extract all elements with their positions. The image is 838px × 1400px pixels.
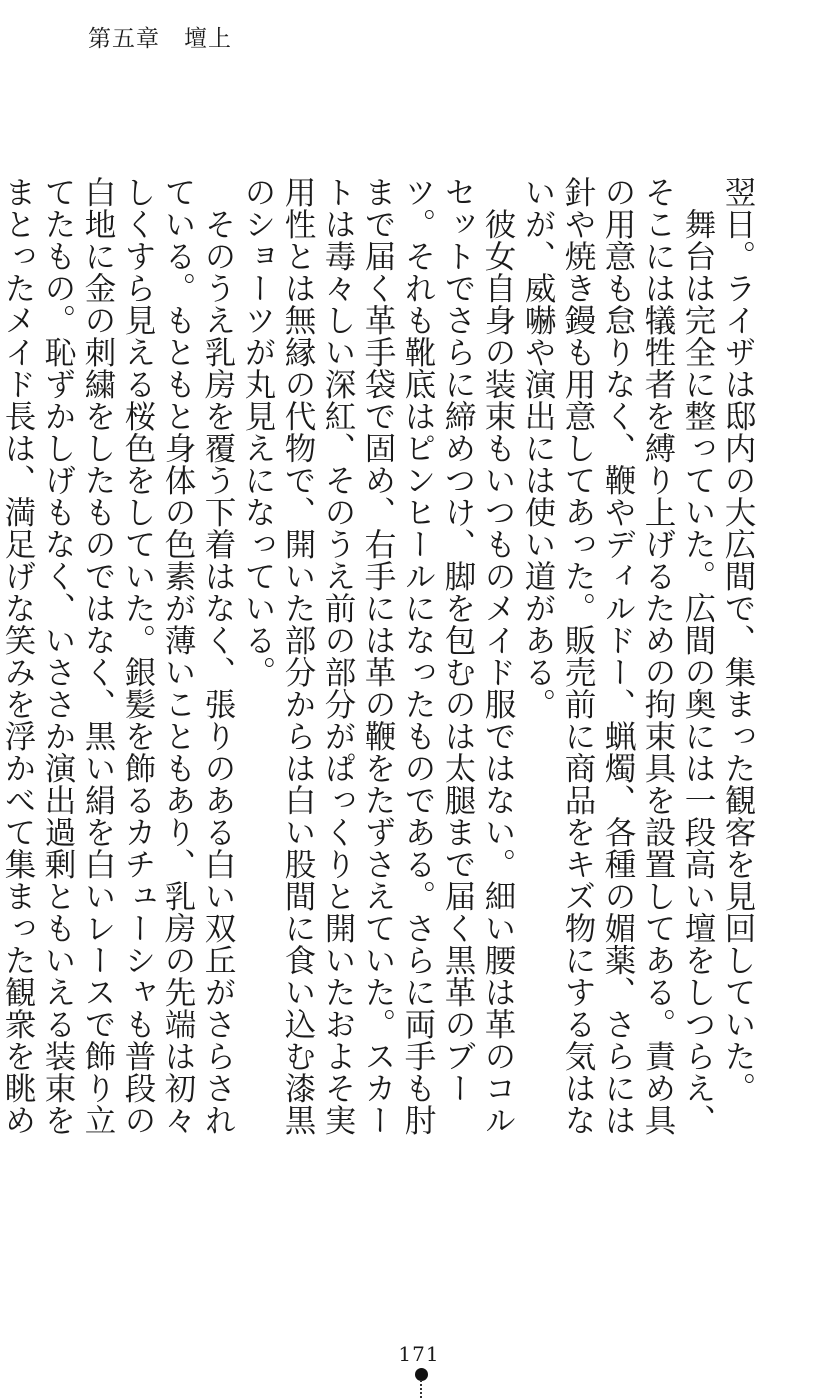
body-text-vertical [0, 176, 758, 1161]
paragraph: 舞台は完全に整っていた。広間の奥には一段高い壇をしつらえ、そこには犠牲者を縛り上げるための拘束具を設置してある。責め具の用意も怠りなく、鞭やディルドー、蝋燭、各種の媚薬、さらには針や焼き鏝も用意してあった。販売前に商品をキズ物にする気はないが、威嚇や演出には使い道がある。 [520, 176, 716, 1136]
binding-dotted-line [420, 1380, 422, 1400]
paragraph: そのうえ乳房を覆う下着はなく、張りのある白い双丘がさらされている。もともと身体の色素が薄いこともあり、乳房の先端は初々しくすら見える桜色をしていた。銀髪を飾るカチューシャも普段の白地に金の刺繍をしたものではなく、黒い絹を白いレースで飾り立てたもの。恥ずかしげもなく、いささか演出過剰ともいえる装束をまとったメイド長は、満足げな笑みを浮かべて集まった観衆を眺め [0, 176, 236, 1136]
paragraph: 彼女自身の装束もいつものメイド服ではない。細い腰は革のコルセットでさらに締めつけ、脚を包むのは太腿まで届く黒革のブーツ。それも靴底はピンヒールになったものである。さらに両手も肘まで届く革手袋で固め、右手には革の鞭をたずさえていた。スカートは毒々しい深紅、そのうえ前の部分がぱっくりと開いたおよそ実用性とは無縁の代物で、開いた部分からは白い股間に食い込む漆黒のショーツが丸見えになっている。 [240, 176, 516, 1136]
page-number: 171 [398, 1342, 440, 1366]
paragraph: 翌日。ライザは邸内の大広間で、集まった観客を見回していた。 [720, 176, 756, 1104]
binding-marker-icon [413, 1368, 429, 1400]
running-head-chapter-title: 第五章 壇上 [88, 26, 232, 52]
